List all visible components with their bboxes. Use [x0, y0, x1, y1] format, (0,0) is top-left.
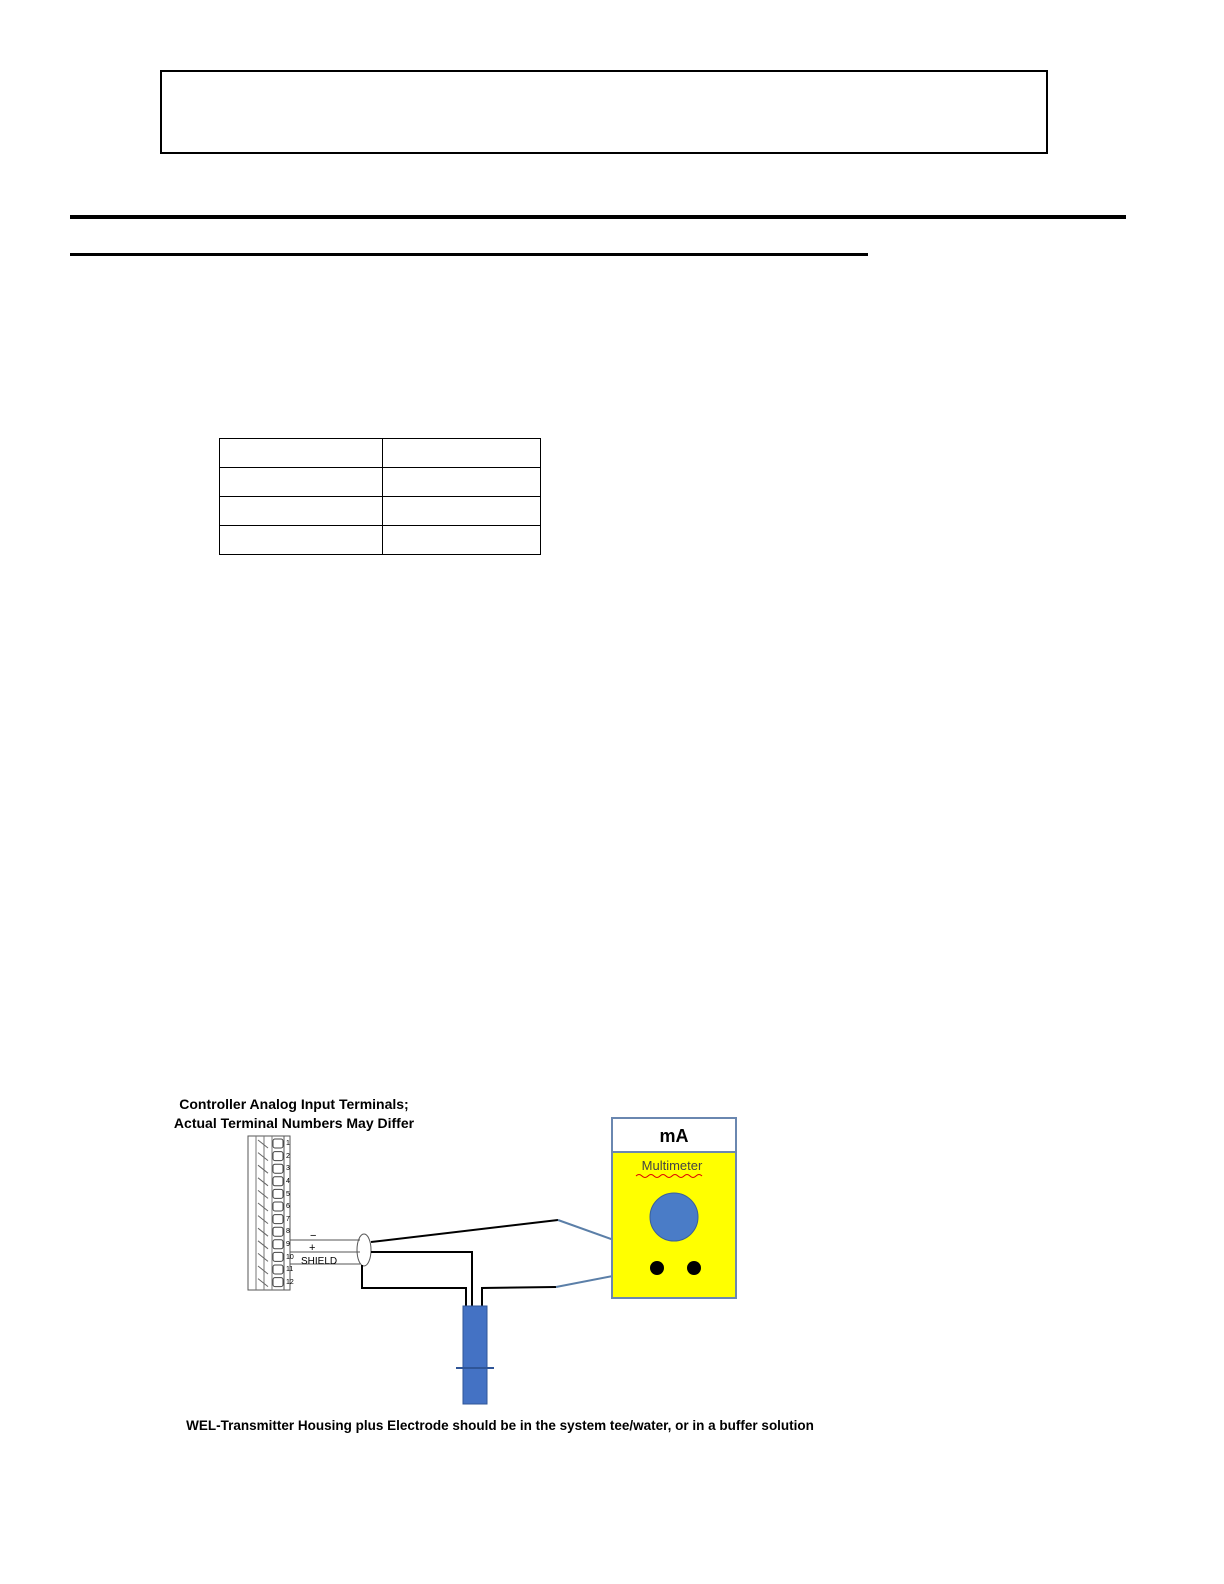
- terminal-screw: [273, 1202, 283, 1211]
- controller-caption-line1: Controller Analog Input Terminals;: [179, 1096, 409, 1112]
- table-row: [220, 439, 541, 468]
- minus-label: −: [310, 1230, 317, 1242]
- table-row: [220, 468, 541, 497]
- jack-icon: [687, 1261, 701, 1275]
- terminal-screw: [273, 1177, 283, 1186]
- controller-caption-line2: Actual Terminal Numbers May Differ: [173, 1115, 415, 1131]
- black-wires: [362, 1220, 558, 1308]
- terminal-screw: [273, 1139, 283, 1148]
- terminal-number: 2: [286, 1153, 290, 1160]
- terminal-number: 8: [286, 1228, 290, 1235]
- terminal-block: [248, 1136, 290, 1290]
- terminal-screw: [273, 1240, 283, 1249]
- terminal-screw: [273, 1252, 283, 1261]
- wiring-diagram: [160, 1090, 860, 1440]
- terminal-number: 5: [286, 1191, 290, 1198]
- terminal-number: 12: [286, 1279, 294, 1286]
- terminal-screw: [273, 1265, 283, 1274]
- table-cell: [383, 497, 541, 526]
- table-cell: [220, 497, 383, 526]
- terminal-number: 3: [286, 1165, 290, 1172]
- terminal-number: 9: [286, 1241, 290, 1248]
- terminal-number: 4: [286, 1178, 290, 1185]
- header-rule-top: [70, 215, 1126, 219]
- terminal-screw: [273, 1189, 283, 1198]
- terminal-screw: [273, 1215, 283, 1224]
- table-cell: [383, 439, 541, 468]
- table-cell: [220, 526, 383, 555]
- table-row: [220, 526, 541, 555]
- shield-label: SHIELD: [301, 1256, 338, 1267]
- table-cell: [220, 468, 383, 497]
- table-cell: [383, 526, 541, 555]
- header-box: [160, 70, 1048, 154]
- terminal-number: 11: [286, 1266, 294, 1273]
- table-row: [220, 497, 541, 526]
- terminal-number: 1: [286, 1140, 290, 1147]
- meter-unit: mA: [659, 1126, 689, 1146]
- terminal-number: 6: [286, 1203, 290, 1210]
- table-cell: [220, 439, 383, 468]
- dial-icon: [650, 1193, 698, 1241]
- plus-label: +: [309, 1242, 316, 1254]
- jack-icon: [650, 1261, 664, 1275]
- header-rule-bottom: [70, 253, 868, 256]
- terminal-screw: [273, 1152, 283, 1161]
- terminal-screw: [273, 1164, 283, 1173]
- data-table: [219, 438, 541, 555]
- table-cell: [383, 468, 541, 497]
- terminal-screw: [273, 1227, 283, 1236]
- terminal-number: 10: [286, 1254, 294, 1261]
- transmitter-probe: [456, 1306, 494, 1404]
- meter-name: Multimeter: [641, 1158, 703, 1173]
- terminal-number: 7: [286, 1216, 290, 1223]
- terminal-screw: [273, 1278, 283, 1287]
- bottom-caption: WEL-Transmitter Housing plus Electrode should be in the system tee/water, or in a buffer solution: [186, 1418, 814, 1433]
